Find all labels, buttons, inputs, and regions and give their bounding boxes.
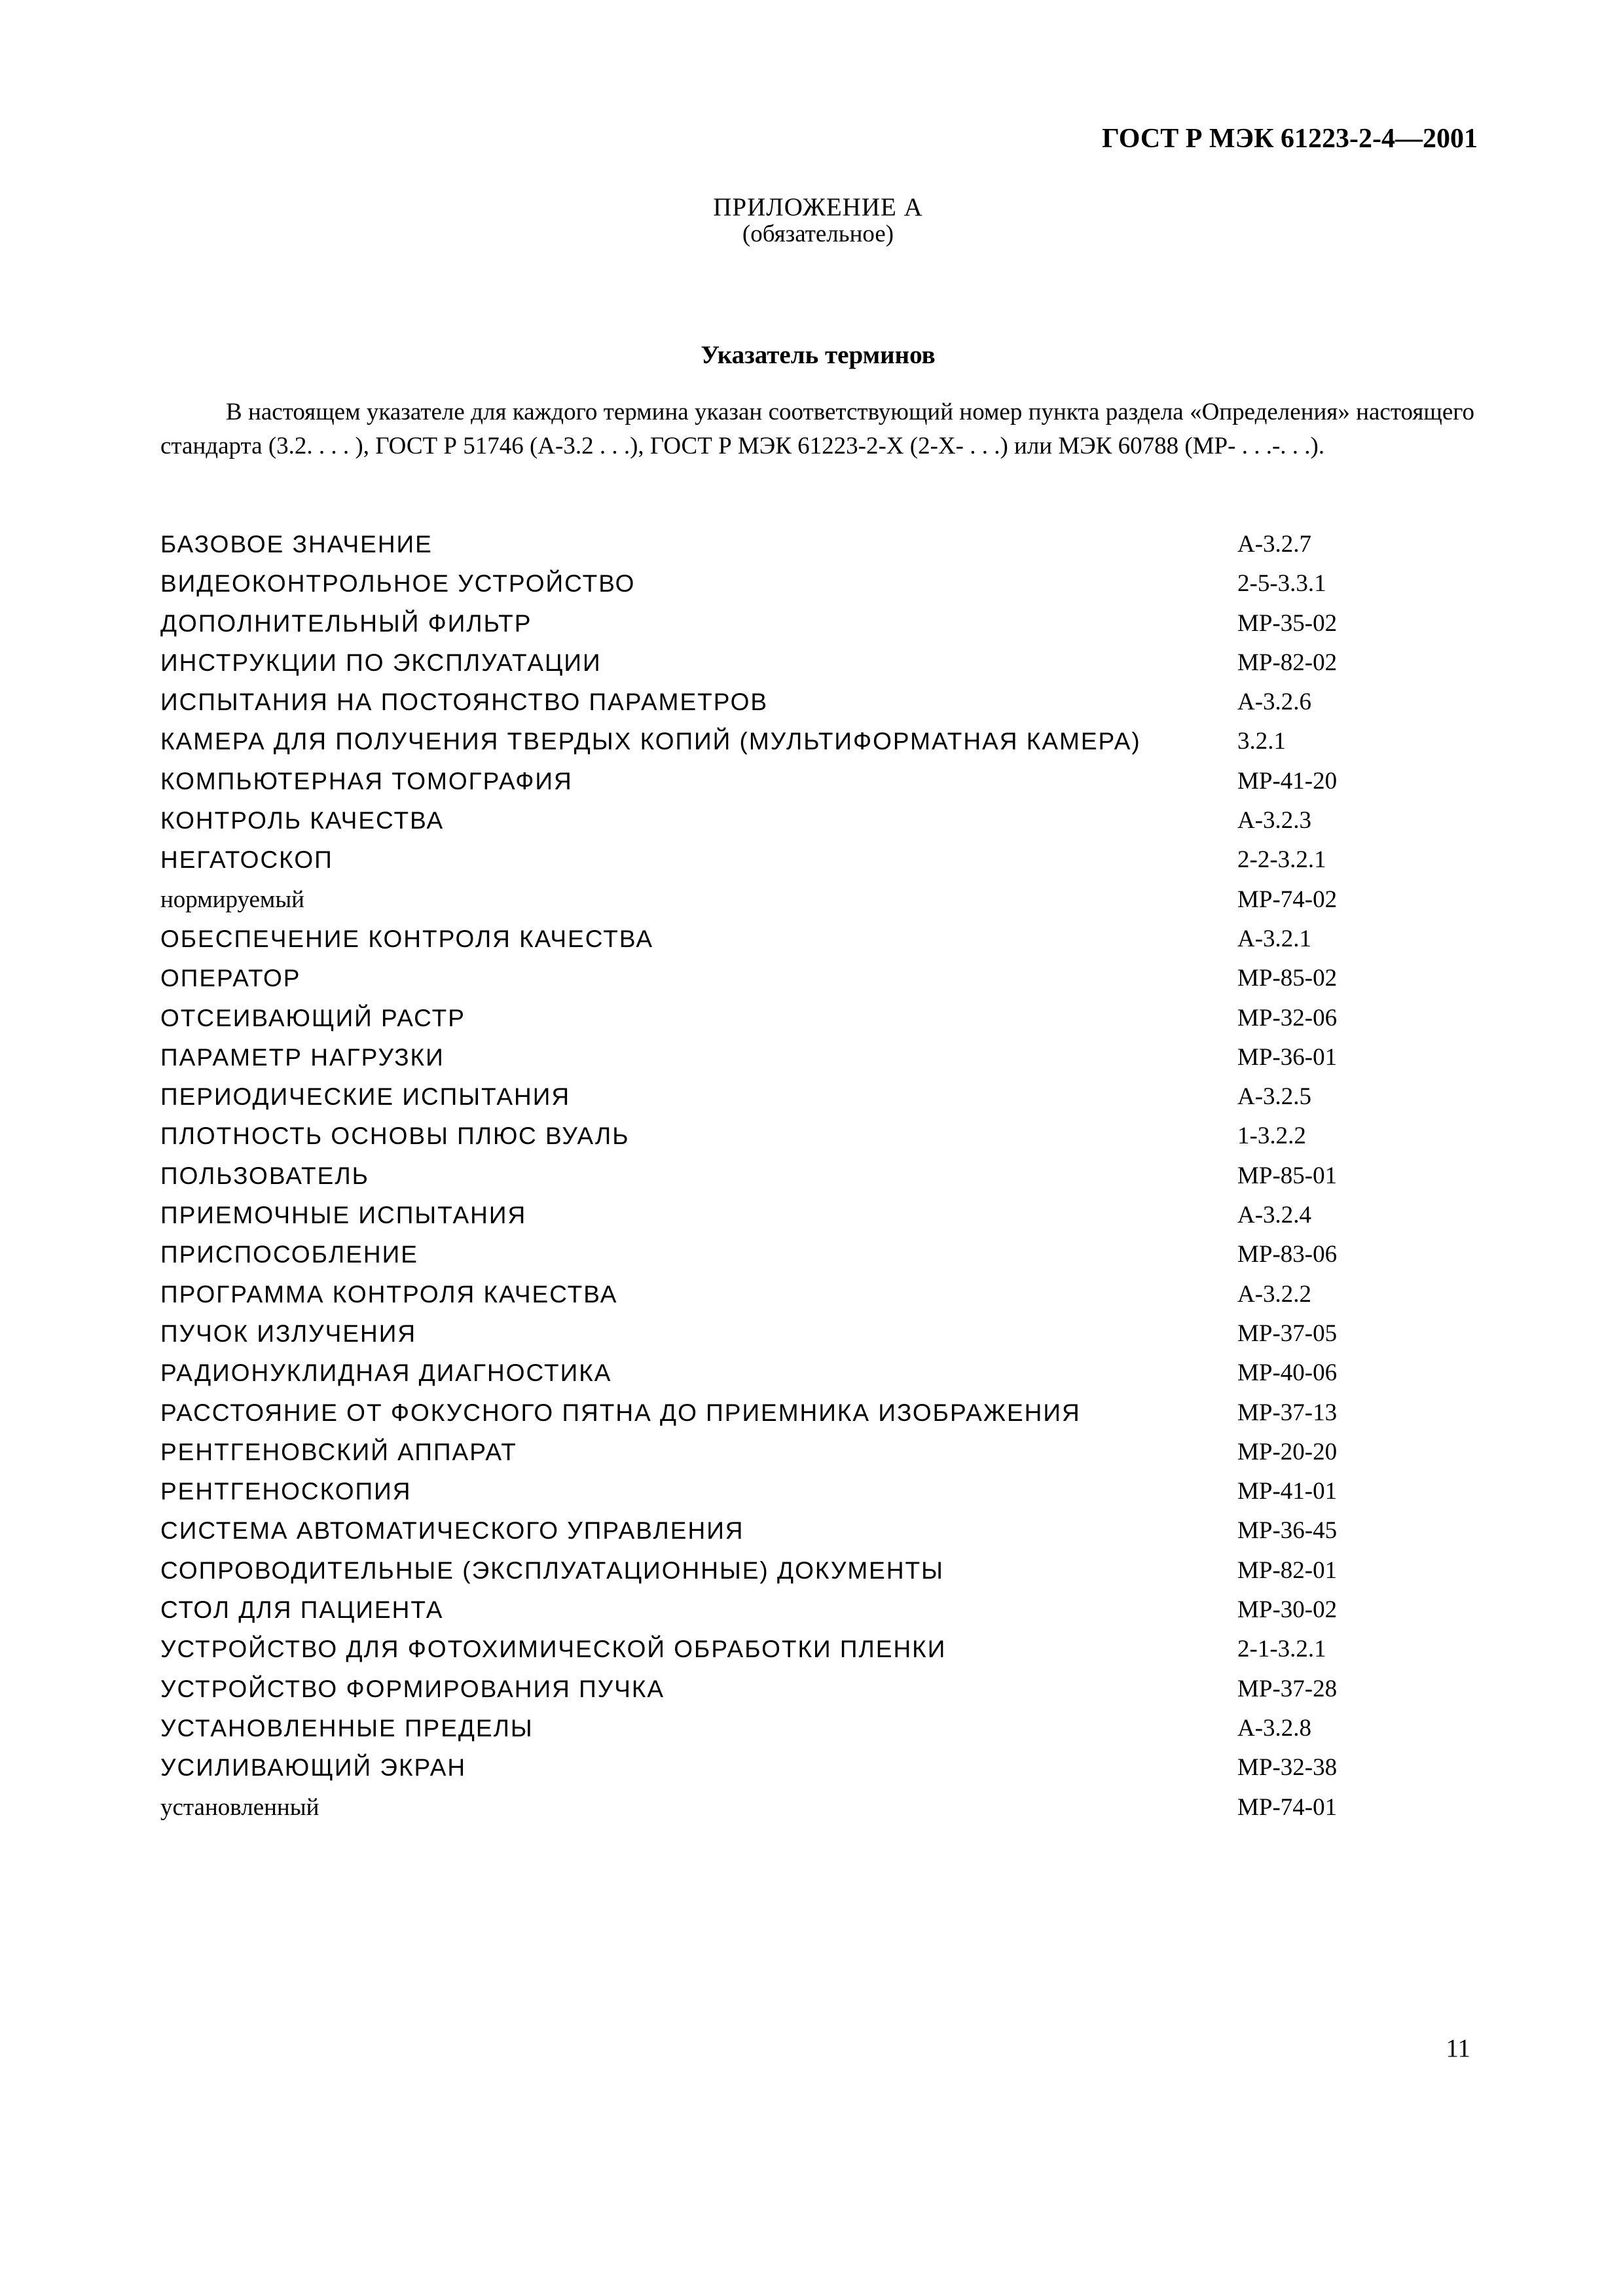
term-row [160, 1198, 1476, 1238]
term-name: УСТРОЙСТВО ДЛЯ ФОТОХИМИЧЕСКОЙ ОБРАБОТКИ ПЛЕНКИ [160, 1636, 947, 1663]
term-name: УСТАНОВЛЕННЫЕ ПРЕДЕЛЫ [160, 1714, 534, 1742]
term-name: БАЗОВОЕ ЗНАЧЕНИЕ [160, 531, 433, 558]
term-row [160, 646, 1476, 685]
term-row [160, 1435, 1476, 1475]
term-reference: А-3.2.2 [1237, 1280, 1312, 1308]
index-title: Указатель терминов [701, 341, 936, 369]
standard-designation: ГОСТ Р МЭК 61223-2-4—2001 [1102, 124, 1478, 154]
term-name: ОПЕРАТОР [160, 965, 301, 992]
term-row [160, 1751, 1476, 1790]
term-reference: МР-36-45 [1237, 1517, 1338, 1545]
term-reference: МР-20-20 [1237, 1438, 1338, 1465]
term-name: УСИЛИВАЮЩИЙ ЭКРАН [160, 1754, 467, 1782]
term-row [160, 607, 1476, 646]
term-reference: МР-82-01 [1237, 1556, 1338, 1584]
term-reference: А-3.2.7 [1237, 531, 1312, 558]
term-row [160, 1278, 1476, 1317]
term-row [160, 1119, 1476, 1158]
term-name: нормируемый [160, 886, 304, 913]
term-row [160, 883, 1476, 922]
term-row [160, 1317, 1476, 1356]
term-reference: МР-83-06 [1237, 1241, 1338, 1268]
term-row [160, 1001, 1476, 1041]
term-name: СТОЛ ДЛЯ ПАЦИЕНТА [160, 1596, 444, 1624]
term-row [160, 764, 1476, 804]
term-row [160, 1514, 1476, 1553]
term-row [160, 1593, 1476, 1632]
term-name: установленный [160, 1793, 319, 1821]
term-reference: МР-37-05 [1237, 1319, 1338, 1347]
term-name: ДОПОЛНИТЕЛЬНЫЙ ФИЛЬТР [160, 609, 532, 637]
term-row [160, 1475, 1476, 1514]
term-row [160, 804, 1476, 843]
term-reference: МР-85-01 [1237, 1162, 1338, 1189]
term-name: СОПРОВОДИТЕЛЬНЫЕ (ЭКСПЛУАТАЦИОННЫЕ) ДОКУМЕНТЫ [160, 1556, 944, 1584]
term-name: СИСТЕМА АВТОМАТИЧЕСКОГО УПРАВЛЕНИЯ [160, 1517, 744, 1545]
term-name: ВИДЕОКОНТРОЛЬНОЕ УСТРОЙСТВО [160, 570, 636, 598]
term-reference: МР-85-02 [1237, 965, 1338, 992]
term-row [160, 1632, 1476, 1672]
term-reference: 2-5-3.3.1 [1237, 570, 1326, 598]
term-name: НЕГАТОСКОП [160, 846, 333, 874]
term-reference: А-3.2.8 [1237, 1714, 1312, 1742]
term-reference: МР-32-38 [1237, 1754, 1338, 1782]
term-row [160, 843, 1476, 882]
term-row [160, 1356, 1476, 1395]
index-intro-paragraph: В настоящем указателе для каждого термина указан соответствующий номер пункта раздела «Определения» настоящего стандарта (3.2. . . . ), ГОСТ Р 51746 (А-3.2 . . .), ГОСТ Р МЭК 61223-2-Х (2-Х- . . .) или МЭК 60788 (МР- . . .-. . .). [160, 399, 1474, 459]
term-reference: А-3.2.4 [1237, 1202, 1312, 1229]
term-name: ПРИЕМОЧНЫЕ ИСПЫТАНИЯ [160, 1202, 527, 1229]
term-name: РАДИОНУКЛИДНАЯ ДИАГНОСТИКА [160, 1359, 612, 1387]
term-name: РАССТОЯНИЕ ОТ ФОКУСНОГО ПЯТНА ДО ПРИЕМНИКА ИЗОБРАЖЕНИЯ [160, 1399, 1081, 1426]
term-reference: А-3.2.5 [1237, 1083, 1312, 1111]
term-reference: МР-82-02 [1237, 649, 1338, 676]
term-row [160, 685, 1476, 725]
term-name: УСТРОЙСТВО ФОРМИРОВАНИЯ ПУЧКА [160, 1675, 665, 1702]
term-name: КАМЕРА ДЛЯ ПОЛУЧЕНИЯ ТВЕРДЫХ КОПИЙ (МУЛЬТИФОРМАТНАЯ КАМЕРА) [160, 728, 1141, 755]
term-name: РЕНТГЕНОСКОПИЯ [160, 1478, 412, 1505]
term-row [160, 528, 1476, 567]
term-name: ИНСТРУКЦИИ ПО ЭКСПЛУАТАЦИИ [160, 649, 602, 676]
term-row [160, 1554, 1476, 1593]
term-reference: А-3.2.1 [1237, 925, 1312, 952]
term-reference: 2-2-3.2.1 [1237, 846, 1326, 874]
term-reference: А-3.2.6 [1237, 689, 1312, 716]
term-row [160, 567, 1476, 606]
page-number: 11 [1446, 2034, 1470, 2062]
term-reference: МР-74-01 [1237, 1793, 1338, 1821]
term-row [160, 1159, 1476, 1198]
term-name: ПОЛЬЗОВАТЕЛЬ [160, 1162, 369, 1189]
term-name: ПРИСПОСОБЛЕНИЕ [160, 1241, 418, 1268]
annex-title: ПРИЛОЖЕНИЕ А [713, 193, 923, 221]
term-name: ПАРАМЕТР НАГРУЗКИ [160, 1043, 445, 1071]
term-name: ПУЧОК ИЗЛУЧЕНИЯ [160, 1319, 417, 1347]
term-name: ПЕРИОДИЧЕСКИЕ ИСПЫТАНИЯ [160, 1083, 571, 1111]
term-row [160, 725, 1476, 764]
term-row [160, 1791, 1476, 1830]
term-row [160, 1396, 1476, 1435]
term-name: ИСПЫТАНИЯ НА ПОСТОЯНСТВО ПАРАМЕТРОВ [160, 689, 769, 716]
term-reference: А-3.2.3 [1237, 807, 1312, 834]
terms-list [160, 528, 1476, 1830]
term-reference: 3.2.1 [1237, 728, 1286, 755]
term-name: ОБЕСПЕЧЕНИЕ КОНТРОЛЯ КАЧЕСТВА [160, 925, 653, 952]
term-reference: МР-41-20 [1237, 767, 1338, 795]
term-name: ПРОГРАММА КОНТРОЛЯ КАЧЕСТВА [160, 1280, 618, 1308]
term-name: ПЛОТНОСТЬ ОСНОВЫ ПЛЮС ВУАЛЬ [160, 1122, 630, 1150]
term-name: ОТСЕИВАЮЩИЙ РАСТР [160, 1004, 465, 1031]
term-row [160, 1672, 1476, 1712]
term-reference: МР-37-28 [1237, 1675, 1338, 1702]
term-name: РЕНТГЕНОВСКИЙ АППАРАТ [160, 1438, 517, 1465]
term-reference: МР-32-06 [1237, 1004, 1338, 1031]
term-reference: МР-37-13 [1237, 1399, 1338, 1426]
term-row [160, 961, 1476, 1001]
term-reference: 1-3.2.2 [1237, 1122, 1306, 1150]
term-reference: МР-30-02 [1237, 1596, 1338, 1624]
term-reference: МР-40-06 [1237, 1359, 1338, 1387]
term-reference: МР-36-01 [1237, 1043, 1338, 1071]
term-row [160, 1041, 1476, 1080]
term-row [160, 1238, 1476, 1277]
term-row [160, 1080, 1476, 1119]
term-reference: 2-1-3.2.1 [1237, 1636, 1326, 1663]
term-name: КОНТРОЛЬ КАЧЕСТВА [160, 807, 445, 834]
term-row [160, 922, 1476, 961]
term-reference: МР-41-01 [1237, 1478, 1338, 1505]
term-name: КОМПЬЮТЕРНАЯ ТОМОГРАФИЯ [160, 767, 573, 795]
term-row [160, 1712, 1476, 1751]
term-reference: МР-74-02 [1237, 886, 1338, 913]
term-reference: МР-35-02 [1237, 609, 1338, 637]
annex-status: (обязательное) [742, 221, 894, 247]
